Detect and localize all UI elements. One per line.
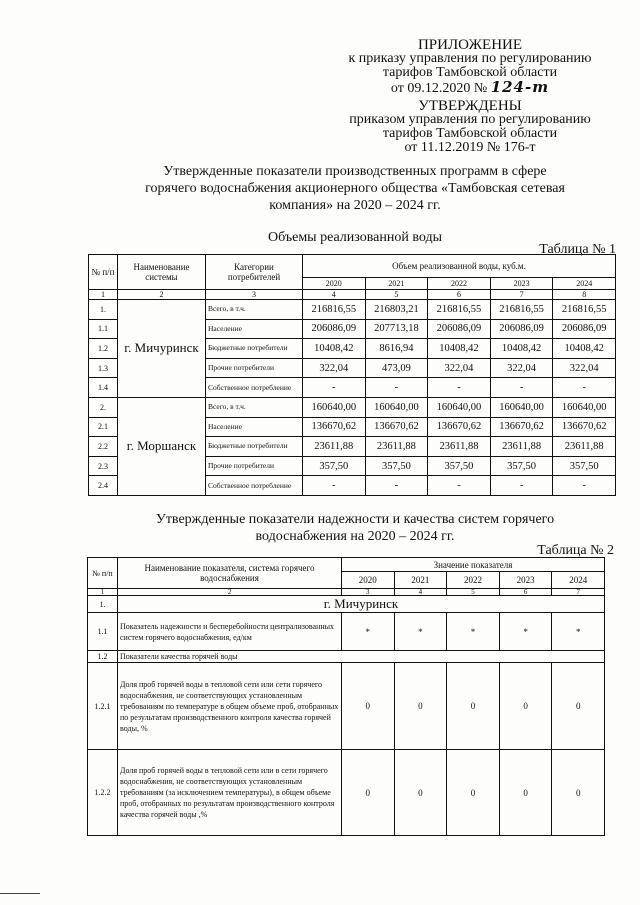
title-line: Утвержденные показатели производственных программ в сфере bbox=[163, 164, 547, 179]
system-name: г. Мичуринск bbox=[118, 596, 605, 613]
column-number: 6 bbox=[499, 589, 552, 596]
approved-block bbox=[320, 99, 620, 155]
row-no: 2.2 bbox=[89, 437, 118, 457]
volume-cell: 206086,09 bbox=[553, 319, 616, 339]
consumer-category: Собственное потребление bbox=[206, 476, 303, 496]
header-name: Наименование показателя, система горячего водоснабжения bbox=[118, 558, 342, 589]
consumer-category: Всего, в т.ч. bbox=[206, 300, 303, 320]
volume-cell: 23611,88 bbox=[365, 437, 428, 457]
appendix-line: тарифов Тамбовской области bbox=[382, 65, 558, 80]
row-no: 1.3 bbox=[89, 358, 118, 378]
header-volume: Объем реализованной воды, куб.м. bbox=[303, 255, 616, 278]
volume-cell: 206086,09 bbox=[303, 319, 366, 339]
column-number: 2 bbox=[118, 589, 342, 596]
volume-cell: 136670,62 bbox=[428, 417, 491, 437]
table1-label: Таблица № 1 bbox=[539, 242, 616, 257]
column-number: 8 bbox=[553, 290, 616, 300]
header-category: Категории потребителей bbox=[206, 255, 303, 290]
row-no: 2.1 bbox=[89, 417, 118, 437]
volume-cell: 23611,88 bbox=[428, 437, 491, 457]
year-header: 2022 bbox=[447, 572, 500, 589]
row-no: 1. bbox=[89, 300, 118, 320]
column-number: 4 bbox=[394, 589, 447, 596]
title-line: компания» на 2020 – 2024 гг. bbox=[269, 198, 441, 213]
volume-cell: 322,04 bbox=[490, 358, 553, 378]
volume-cell: 160640,00 bbox=[553, 397, 616, 417]
approved-line: тарифов Тамбовской области bbox=[382, 126, 558, 141]
indicator-value: * bbox=[552, 613, 605, 651]
indicator-name: Доля проб горячей воды в тепловой сети или в сети горячего водоснабжения, не соответствующих установленным требованиям (за исключением температуры), в общем объеме проб, отобранных по результатам производственного контроля качества горячей воды ,% bbox=[118, 750, 342, 836]
indicator-value: * bbox=[447, 613, 500, 651]
indicator-value: 0 bbox=[499, 663, 552, 750]
row-no: 1.1 bbox=[89, 319, 118, 339]
volume-cell: 136670,62 bbox=[365, 417, 428, 437]
consumer-category: Население bbox=[206, 319, 303, 339]
consumer-category: Население bbox=[206, 417, 303, 437]
system-name: г. Моршанск bbox=[118, 397, 206, 495]
volume-cell: 322,04 bbox=[553, 358, 616, 378]
year-header: 2021 bbox=[394, 572, 447, 589]
column-number: 6 bbox=[428, 290, 491, 300]
table-row bbox=[88, 613, 605, 651]
volume-cell: 8616,94 bbox=[365, 339, 428, 359]
indicator-value: 0 bbox=[447, 750, 500, 836]
year-header: 2024 bbox=[552, 572, 605, 589]
table-row bbox=[89, 397, 616, 417]
volume-cell: 23611,88 bbox=[553, 437, 616, 457]
header-value: Значение показателя bbox=[342, 558, 605, 572]
header-no: № п/п bbox=[89, 255, 118, 290]
indicator-value: 0 bbox=[394, 750, 447, 836]
volume-cell: 23611,88 bbox=[303, 437, 366, 457]
row-no: 2.3 bbox=[89, 456, 118, 476]
indicator-value: 0 bbox=[394, 663, 447, 750]
header-no: № п/п bbox=[88, 558, 118, 589]
handwritten-number: 124-т bbox=[490, 78, 550, 96]
table-realized-water bbox=[88, 254, 616, 496]
indicator-name: Доля проб горячей воды в тепловой сети или сети горячего водоснабжения, не соответствующих установленным требованиям по температуре в общем объеме проб, отобранных по результатам производственного контроля качества горячей воды, % bbox=[118, 663, 342, 750]
appendix-block bbox=[320, 38, 620, 96]
consumer-category: Всего, в т.ч. bbox=[206, 397, 303, 417]
indicator-value: 0 bbox=[342, 663, 395, 750]
appendix-title: ПРИЛОЖЕНИЕ bbox=[417, 37, 523, 53]
table-row bbox=[89, 300, 616, 320]
table1-heading: Объемы реализованной воды bbox=[267, 230, 442, 245]
volume-cell: 160640,00 bbox=[428, 397, 491, 417]
volume-cell: 357,50 bbox=[365, 456, 428, 476]
table2-heading bbox=[90, 511, 620, 545]
row-no: 1.1 bbox=[88, 613, 118, 651]
title-line: Утвержденные показатели надежности и качества систем горячего bbox=[155, 512, 555, 527]
volume-cell: - bbox=[428, 476, 491, 496]
table-row bbox=[88, 651, 605, 663]
volume-cell: - bbox=[303, 378, 366, 398]
title-line: водоснабжения на 2020 – 2024 гг. bbox=[255, 529, 455, 544]
column-number: 3 bbox=[206, 290, 303, 300]
row-no: 1.2 bbox=[88, 651, 118, 663]
header-system: Наименование системы bbox=[118, 255, 206, 290]
table2-label: Таблица № 2 bbox=[537, 543, 614, 558]
column-number: 4 bbox=[303, 290, 366, 300]
consumer-category: Бюджетные потребители bbox=[206, 339, 303, 359]
row-no: 1.2.2 bbox=[88, 750, 118, 836]
year-header: 2022 bbox=[428, 278, 491, 290]
volume-cell: - bbox=[365, 378, 428, 398]
volume-cell: 136670,62 bbox=[490, 417, 553, 437]
year-header: 2024 bbox=[553, 278, 616, 290]
volume-cell: 160640,00 bbox=[490, 397, 553, 417]
indicator-name: Показатель надежности и бесперебойности централизованных систем горячего водоснабжения, ед/км bbox=[118, 613, 342, 651]
consumer-category: Собственное потребление bbox=[206, 378, 303, 398]
volume-cell: 160640,00 bbox=[365, 397, 428, 417]
row-no: 1.4 bbox=[89, 378, 118, 398]
volume-cell: 322,04 bbox=[303, 358, 366, 378]
indicator-value: * bbox=[394, 613, 447, 651]
year-header: 2021 bbox=[365, 278, 428, 290]
year-header: 2020 bbox=[342, 572, 395, 589]
volume-cell: 207713,18 bbox=[365, 319, 428, 339]
table-reliability-quality bbox=[87, 557, 605, 836]
column-number: 5 bbox=[447, 589, 500, 596]
approved-line: приказом управления по регулированию bbox=[349, 112, 591, 127]
volume-cell: 216816,55 bbox=[553, 300, 616, 320]
column-number: 2 bbox=[118, 290, 206, 300]
indicator-value: 0 bbox=[552, 663, 605, 750]
title-line: горячего водоснабжения акционерного общества «Тамбовская сетевая bbox=[145, 181, 565, 196]
column-number: 7 bbox=[490, 290, 553, 300]
column-number: 7 bbox=[552, 589, 605, 596]
volume-cell: 10408,42 bbox=[428, 339, 491, 359]
appendix-date-line bbox=[320, 80, 620, 96]
volume-cell: 216803,21 bbox=[365, 300, 428, 320]
volume-cell: - bbox=[553, 378, 616, 398]
table-row bbox=[88, 750, 605, 836]
row-no: 1.2 bbox=[89, 339, 118, 359]
volume-cell: 136670,62 bbox=[553, 417, 616, 437]
scan-edge-mark bbox=[0, 893, 40, 894]
volume-cell: 357,50 bbox=[303, 456, 366, 476]
appendix-date: от 09.12.2020 № bbox=[390, 81, 488, 96]
volume-cell: 357,50 bbox=[428, 456, 491, 476]
system-name: г. Мичуринск bbox=[118, 300, 206, 398]
year-header: 2023 bbox=[499, 572, 552, 589]
indicator-value: 0 bbox=[499, 750, 552, 836]
consumer-category: Бюджетные потребители bbox=[206, 437, 303, 457]
volume-cell: 136670,62 bbox=[303, 417, 366, 437]
volume-cell: 216816,55 bbox=[490, 300, 553, 320]
column-number: 5 bbox=[365, 290, 428, 300]
system-no: 1. bbox=[88, 596, 118, 613]
row-no: 1.2.1 bbox=[88, 663, 118, 750]
indicator-value: 0 bbox=[342, 750, 395, 836]
document-title bbox=[90, 163, 620, 214]
column-number: 1 bbox=[89, 290, 118, 300]
volume-cell: 473,09 bbox=[365, 358, 428, 378]
approved-line: от 11.12.2019 № 176-т bbox=[404, 140, 536, 155]
indicator-value: 0 bbox=[447, 663, 500, 750]
indicator-value: 0 bbox=[552, 750, 605, 836]
volume-cell: - bbox=[553, 476, 616, 496]
column-number: 3 bbox=[342, 589, 395, 596]
volume-cell: - bbox=[428, 378, 491, 398]
volume-cell: 357,50 bbox=[553, 456, 616, 476]
year-header: 2023 bbox=[490, 278, 553, 290]
indicator-name: Показатели качества горячей воды bbox=[118, 651, 605, 663]
row-no: 2. bbox=[89, 397, 118, 417]
volume-cell: 206086,09 bbox=[490, 319, 553, 339]
volume-cell: - bbox=[490, 476, 553, 496]
indicator-value: * bbox=[342, 613, 395, 651]
volume-cell: 23611,88 bbox=[490, 437, 553, 457]
year-header: 2020 bbox=[303, 278, 366, 290]
volume-cell: 160640,00 bbox=[303, 397, 366, 417]
volume-cell: 322,04 bbox=[428, 358, 491, 378]
volume-cell: - bbox=[490, 378, 553, 398]
row-no: 2.4 bbox=[89, 476, 118, 496]
volume-cell: 216816,55 bbox=[428, 300, 491, 320]
volume-cell: 10408,42 bbox=[303, 339, 366, 359]
consumer-category: Прочие потребители bbox=[206, 358, 303, 378]
table-row bbox=[88, 663, 605, 750]
volume-cell: - bbox=[365, 476, 428, 496]
volume-cell: 206086,09 bbox=[428, 319, 491, 339]
approved-title: УТВЕРЖДЕНЫ bbox=[418, 98, 522, 114]
volume-cell: 10408,42 bbox=[490, 339, 553, 359]
column-number: 1 bbox=[88, 589, 118, 596]
indicator-value: * bbox=[499, 613, 552, 651]
volume-cell: - bbox=[303, 476, 366, 496]
volume-cell: 216816,55 bbox=[303, 300, 366, 320]
consumer-category: Прочие потребители bbox=[206, 456, 303, 476]
appendix-line: к приказу управления по регулированию bbox=[348, 51, 592, 66]
volume-cell: 10408,42 bbox=[553, 339, 616, 359]
volume-cell: 357,50 bbox=[490, 456, 553, 476]
